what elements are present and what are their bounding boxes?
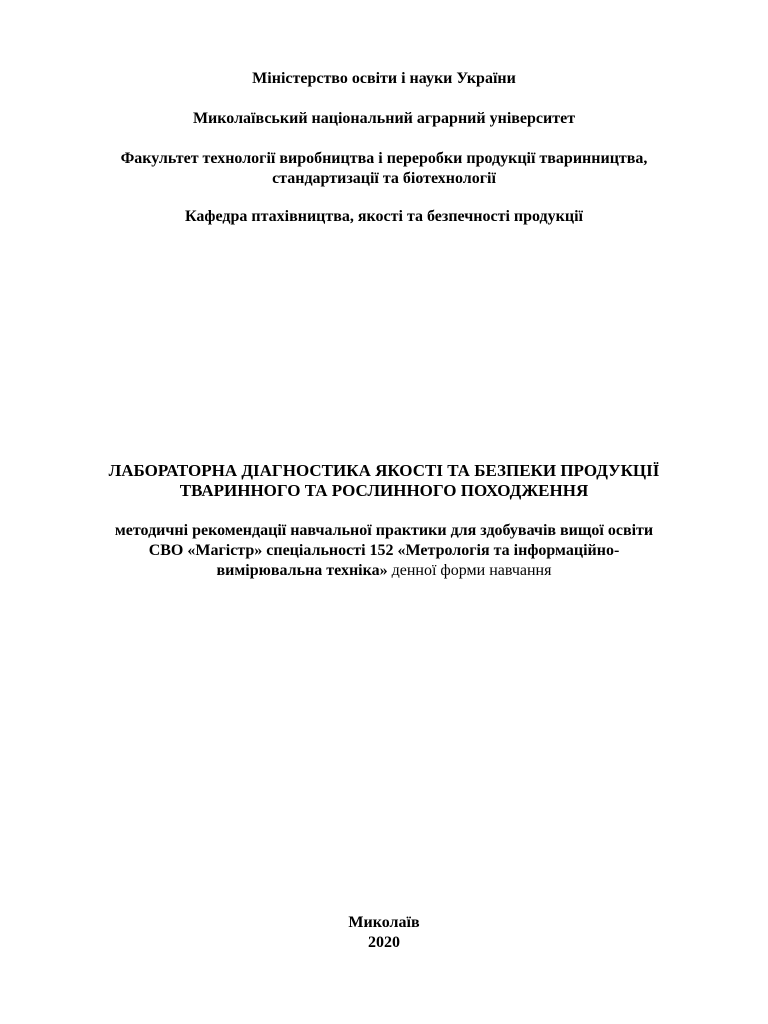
faculty-name-line-2: стандартизації та біотехнології (272, 170, 496, 187)
ministry-name: Міністерство освіти і науки України (252, 70, 516, 87)
document-subtitle-line-3 (0, 561, 768, 580)
publication-year: 2020 (368, 934, 400, 951)
document-title-line-1: ЛАБОРАТОРНА ДІАГНОСТИКА ЯКОСТІ ТА БЕЗПЕКИ ПРОДУКЦІЇ (108, 461, 660, 480)
faculty-name-line-1: Факультет технології виробництва і переробки продукції тваринництва, (120, 150, 648, 167)
subtitle-line-3-bold-part: вимірювальна техніка» (216, 562, 388, 579)
department-name: Кафедра птахівництва, якості та безпечності продукції (185, 208, 583, 225)
document-subtitle-line-1: методичні рекомендації навчальної практики для здобувачів вищої освіти (114, 522, 654, 539)
university-name: Миколаївський національний аграрний університет (192, 110, 576, 127)
document-subtitle-line-2: СВО «Магістр» спеціальності 152 «Метрологія та інформаційно- (148, 542, 620, 559)
publication-city: Миколаїв (348, 914, 420, 931)
document-title-line-2: ТВАРИННОГО ТА РОСЛИННОГО ПОХОДЖЕННЯ (179, 481, 589, 500)
subtitle-line-3-normal-part: денної форми навчання (387, 562, 552, 579)
